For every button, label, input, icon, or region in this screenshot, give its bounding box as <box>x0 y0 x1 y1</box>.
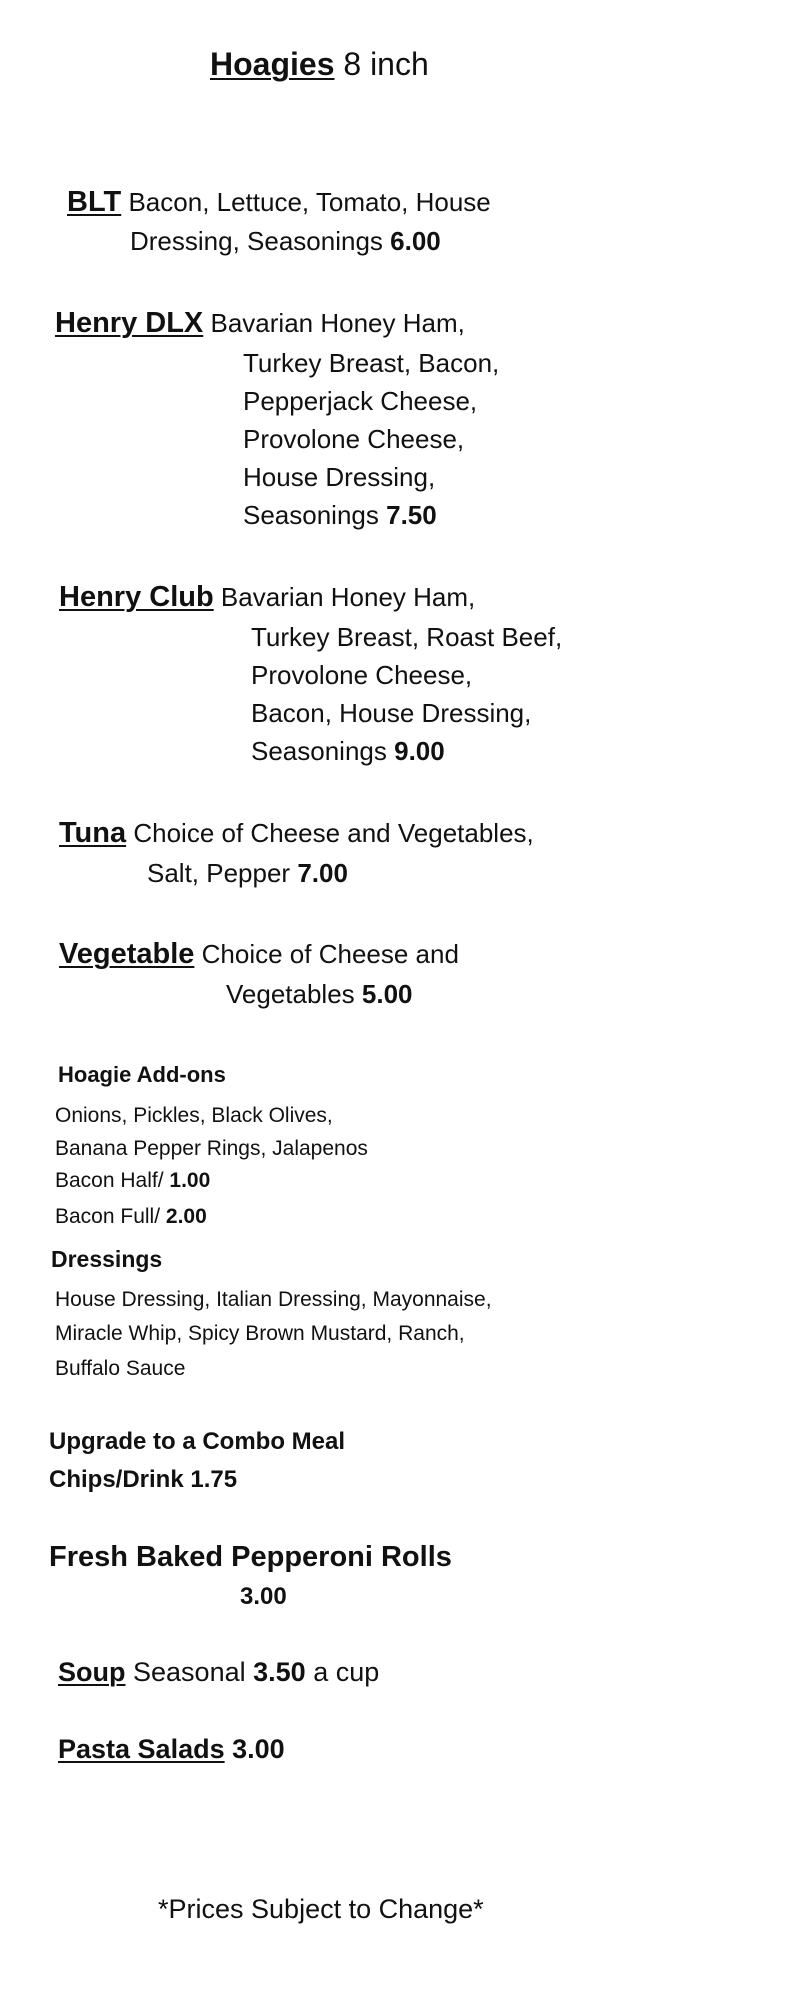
menu-title-size: 8 inch <box>343 46 429 82</box>
club-name: Henry Club <box>59 581 214 613</box>
pasta-item <box>58 1734 285 1765</box>
blt-desc-line1: Bacon, Lettuce, Tomato, House <box>128 187 491 217</box>
vegetable-name: Vegetable <box>59 938 195 970</box>
soup-unit: a cup <box>313 1657 380 1687</box>
combo-line1: Upgrade to a Combo Meal <box>49 1428 346 1455</box>
dlx-desc-line5: House Dressing, <box>243 462 436 492</box>
dlx-name: Henry DLX <box>55 307 204 339</box>
club-desc-line5 <box>251 732 445 770</box>
dlx-desc-line3: Pepperjack Cheese, <box>243 386 478 416</box>
addons-line2: Banana Pepper Rings, Jalapenos <box>55 1137 368 1160</box>
addons-bacon-half <box>55 1164 210 1197</box>
tuna-desc-line2 <box>147 854 348 892</box>
tuna-desc-text: Salt, Pepper <box>147 858 291 888</box>
pasta-price: 3.00 <box>232 1734 285 1764</box>
dressings-line1: House Dressing, Italian Dressing, Mayonnaise, <box>55 1288 492 1311</box>
bacon-half-label: Bacon Half/ <box>55 1169 164 1192</box>
club-price: 9.00 <box>394 736 445 766</box>
dlx-desc-line1: Bavarian Honey Ham, <box>210 308 465 338</box>
dlx-desc-text: Seasonings <box>243 500 379 530</box>
vegetable-price: 5.00 <box>361 979 413 1009</box>
addons-bacon-full <box>55 1200 207 1233</box>
club-item <box>59 578 475 616</box>
combo-line2: Chips/Drink 1.75 <box>49 1466 238 1493</box>
vegetable-desc-line1: Choice of Cheese and <box>201 939 459 969</box>
dlx-desc-line4: Provolone Cheese, <box>243 424 465 454</box>
blt-item <box>67 183 491 221</box>
blt-desc-text: Dressing, Seasonings <box>130 226 383 256</box>
tuna-price: 7.00 <box>297 858 348 888</box>
vegetable-desc-line2 <box>226 975 413 1013</box>
dlx-desc-line6 <box>243 496 437 534</box>
club-desc-text: Seasonings <box>251 736 387 766</box>
dlx-item <box>55 304 465 342</box>
bacon-full-label: Bacon Full/ <box>55 1205 161 1228</box>
bacon-half-price: 1.00 <box>169 1169 211 1192</box>
club-desc-line2: Turkey Breast, Roast Beef, <box>251 622 563 652</box>
tuna-desc-line1: Choice of Cheese and Vegetables, <box>133 818 534 848</box>
vegetable-item <box>59 935 459 973</box>
dlx-desc-line2: Turkey Breast, Bacon, <box>243 348 500 378</box>
pepperoni-name: Fresh Baked Pepperoni Rolls <box>49 1541 452 1573</box>
dressings-heading: Dressings <box>51 1246 163 1272</box>
blt-desc-line2 <box>130 222 441 260</box>
bacon-full-price: 2.00 <box>165 1205 207 1228</box>
pasta-name: Pasta Salads <box>58 1734 225 1764</box>
vegetable-desc-text: Vegetables <box>226 979 355 1009</box>
dlx-price: 7.50 <box>386 500 437 530</box>
addons-line1: Onions, Pickles, Black Olives, <box>55 1104 333 1127</box>
tuna-name: Tuna <box>59 817 127 849</box>
menu-title <box>210 46 429 83</box>
blt-name: BLT <box>67 186 122 218</box>
footer-note: *Prices Subject to Change* <box>158 1894 484 1924</box>
tuna-item <box>59 814 534 852</box>
addons-heading: Hoagie Add-ons <box>58 1062 226 1087</box>
club-desc-line3: Provolone Cheese, <box>251 660 473 690</box>
soup-item <box>58 1657 379 1688</box>
pepperoni-price: 3.00 <box>240 1583 287 1610</box>
soup-name: Soup <box>58 1657 126 1687</box>
blt-price: 6.00 <box>390 226 441 256</box>
soup-price: 3.50 <box>253 1657 306 1687</box>
club-desc-line4: Bacon, House Dressing, <box>251 698 532 728</box>
dressings-line3: Buffalo Sauce <box>55 1357 186 1380</box>
club-desc-line1: Bavarian Honey Ham, <box>220 582 476 612</box>
menu-title-name: Hoagies <box>210 46 335 82</box>
dressings-line2: Miracle Whip, Spicy Brown Mustard, Ranch, <box>55 1322 465 1345</box>
soup-desc: Seasonal <box>133 1657 246 1687</box>
